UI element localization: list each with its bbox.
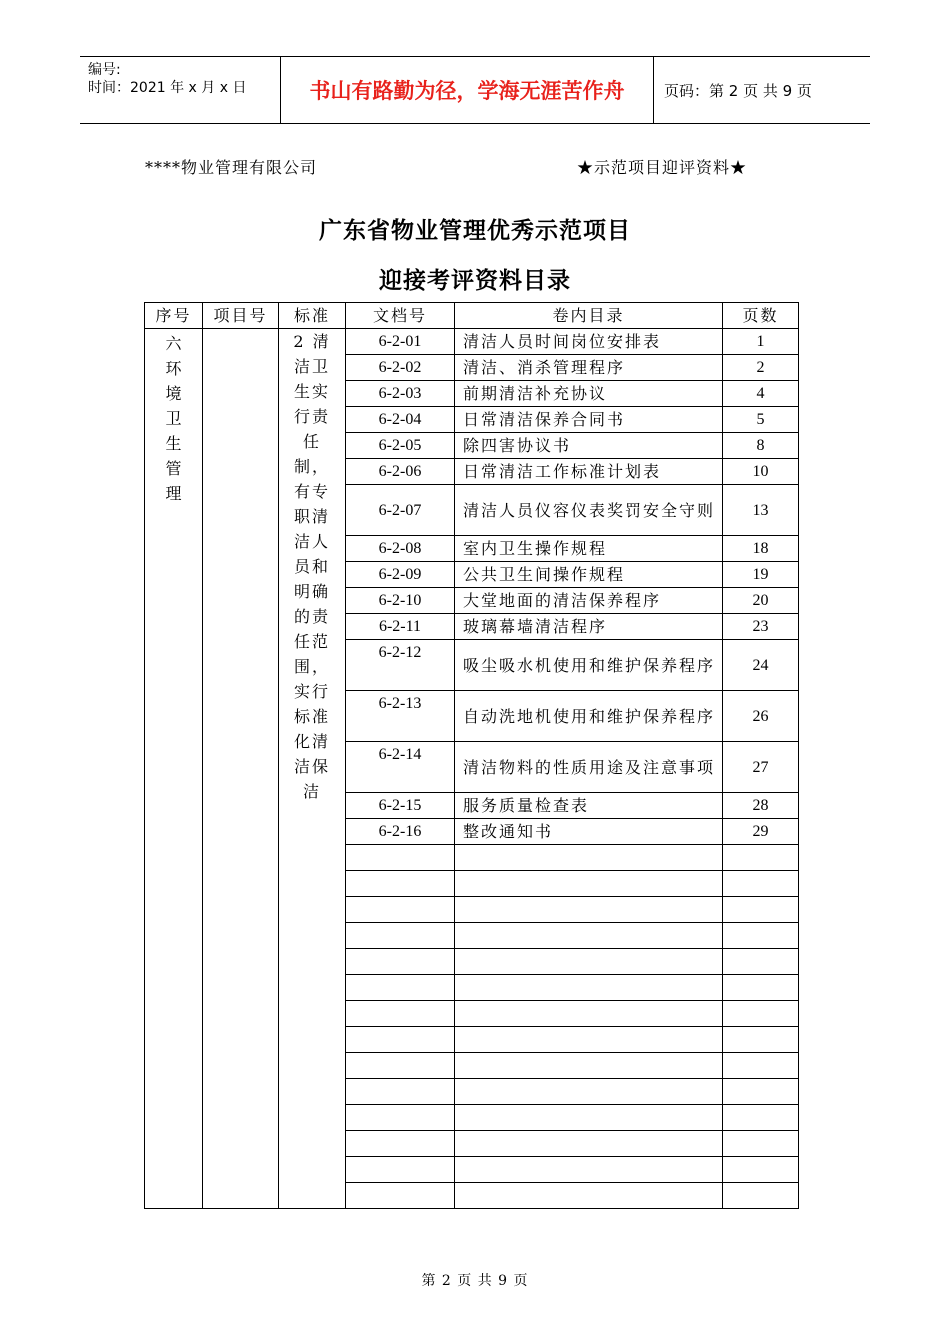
doc-number: 6-2-12 — [346, 640, 455, 691]
contents-title: 玻璃幕墙清洁程序 — [455, 614, 723, 640]
page-number: 28 — [723, 793, 799, 819]
contents-title: 公共卫生间操作规程 — [455, 562, 723, 588]
table-body — [145, 329, 799, 1209]
doc-number: 6-2-05 — [346, 433, 455, 459]
page-number: 19 — [723, 562, 799, 588]
empty-cell — [346, 949, 455, 975]
page-number: 23 — [723, 614, 799, 640]
catalog-table — [144, 302, 799, 1209]
standard-cell — [279, 329, 346, 1209]
header-contents: 卷内目录 — [455, 303, 723, 329]
document-subtitle: 迎接考评资料目录 — [379, 268, 571, 294]
empty-cell — [455, 1027, 723, 1053]
empty-cell — [455, 1001, 723, 1027]
document-title: 广东省物业管理优秀示范项目 — [319, 218, 631, 244]
contents-title: 大堂地面的清洁保养程序 — [455, 588, 723, 614]
empty-cell — [346, 1183, 455, 1209]
time-label: 时间：2021 年 x 月 x 日 — [88, 80, 247, 96]
empty-cell — [455, 1079, 723, 1105]
empty-cell — [723, 1157, 799, 1183]
contents-title: 服务质量检查表 — [455, 793, 723, 819]
contents-title: 清洁物料的性质用途及注意事项 — [455, 742, 723, 793]
doc-number: 6-2-04 — [346, 407, 455, 433]
empty-cell — [723, 975, 799, 1001]
header-project-no: 项目号 — [203, 303, 279, 329]
empty-cell — [723, 1027, 799, 1053]
page-number: 13 — [723, 485, 799, 536]
contents-title: 前期清洁补充协议 — [455, 381, 723, 407]
slogan: ★示范项目迎评资料★ — [577, 158, 748, 177]
contents-title: 吸尘吸水机使用和维护保养程序 — [455, 640, 723, 691]
standard-text: 2 清洁卫生实行责任制，有专职清洁人员和明确的责任范围，实行标准化清洁保洁 — [293, 332, 331, 801]
header-standard: 标准 — [279, 303, 346, 329]
empty-cell — [346, 1053, 455, 1079]
empty-cell — [723, 1105, 799, 1131]
contents-title: 除四害协议书 — [455, 433, 723, 459]
header-seq: 序号 — [145, 303, 203, 329]
empty-cell — [346, 1079, 455, 1105]
empty-cell — [455, 1157, 723, 1183]
page-number: 18 — [723, 536, 799, 562]
empty-cell — [455, 845, 723, 871]
doc-number: 6-2-08 — [346, 536, 455, 562]
sequence-cell — [145, 329, 203, 1209]
table-row — [145, 329, 799, 355]
table-header-row — [145, 303, 799, 329]
doc-number: 6-2-14 — [346, 742, 455, 793]
contents-title: 自动洗地机使用和维护保养程序 — [455, 691, 723, 742]
page-number: 27 — [723, 742, 799, 793]
empty-cell — [346, 1027, 455, 1053]
doc-number: 6-2-09 — [346, 562, 455, 588]
empty-cell — [346, 1105, 455, 1131]
page-number: 20 — [723, 588, 799, 614]
empty-cell — [723, 845, 799, 871]
empty-cell — [723, 923, 799, 949]
doc-number: 6-2-01 — [346, 329, 455, 355]
page-footer: 第 2 页 共 9 页 — [421, 1273, 529, 1289]
empty-cell — [455, 1105, 723, 1131]
doc-number: 6-2-07 — [346, 485, 455, 536]
page-number: 29 — [723, 819, 799, 845]
header-pages: 页数 — [723, 303, 799, 329]
empty-cell — [723, 1001, 799, 1027]
header-page-info: 页码：第 2 页 共 9 页 — [664, 81, 812, 100]
sequence-text: 六环境卫生管理 — [165, 334, 182, 503]
empty-cell — [455, 1131, 723, 1157]
page-number: 24 — [723, 640, 799, 691]
empty-cell — [455, 923, 723, 949]
project-no-cell — [203, 329, 279, 1209]
empty-cell — [346, 1001, 455, 1027]
number-label: 编号: — [88, 62, 121, 78]
contents-title: 日常清洁工作标准计划表 — [455, 459, 723, 485]
page-number: 26 — [723, 691, 799, 742]
empty-cell — [723, 1079, 799, 1105]
empty-cell — [346, 1131, 455, 1157]
empty-cell — [455, 1053, 723, 1079]
doc-number: 6-2-10 — [346, 588, 455, 614]
contents-title: 日常清洁保养合同书 — [455, 407, 723, 433]
empty-cell — [346, 897, 455, 923]
doc-number: 6-2-15 — [346, 793, 455, 819]
contents-title: 清洁人员仪容仪表奖罚安全守则 — [455, 485, 723, 536]
contents-title: 清洁人员时间岗位安排表 — [455, 329, 723, 355]
empty-cell — [455, 871, 723, 897]
contents-title: 整改通知书 — [455, 819, 723, 845]
company-name: ****物业管理有限公司 — [145, 158, 318, 177]
doc-number: 6-2-13 — [346, 691, 455, 742]
doc-number: 6-2-03 — [346, 381, 455, 407]
empty-cell — [346, 845, 455, 871]
page-number: 10 — [723, 459, 799, 485]
empty-cell — [455, 1183, 723, 1209]
empty-cell — [455, 975, 723, 1001]
doc-number: 6-2-06 — [346, 459, 455, 485]
page-number: 4 — [723, 381, 799, 407]
page-number: 5 — [723, 407, 799, 433]
empty-cell — [346, 923, 455, 949]
empty-cell — [455, 949, 723, 975]
empty-cell — [723, 871, 799, 897]
empty-cell — [346, 975, 455, 1001]
contents-title: 清洁、消杀管理程序 — [455, 355, 723, 381]
page-number: 1 — [723, 329, 799, 355]
contents-title: 室内卫生操作规程 — [455, 536, 723, 562]
page-number: 8 — [723, 433, 799, 459]
header-doc-no: 文档号 — [346, 303, 455, 329]
doc-number: 6-2-02 — [346, 355, 455, 381]
empty-cell — [346, 871, 455, 897]
empty-cell — [346, 1157, 455, 1183]
empty-cell — [723, 1131, 799, 1157]
doc-number: 6-2-11 — [346, 614, 455, 640]
page-header — [80, 56, 870, 124]
header-meta — [80, 57, 280, 123]
empty-cell — [723, 1183, 799, 1209]
empty-cell — [723, 1053, 799, 1079]
empty-cell — [455, 897, 723, 923]
empty-cell — [723, 897, 799, 923]
page-number: 2 — [723, 355, 799, 381]
doc-number: 6-2-16 — [346, 819, 455, 845]
header-motto: 书山有路勤为径，学海无涯苦作舟 — [280, 57, 654, 123]
empty-cell — [723, 949, 799, 975]
